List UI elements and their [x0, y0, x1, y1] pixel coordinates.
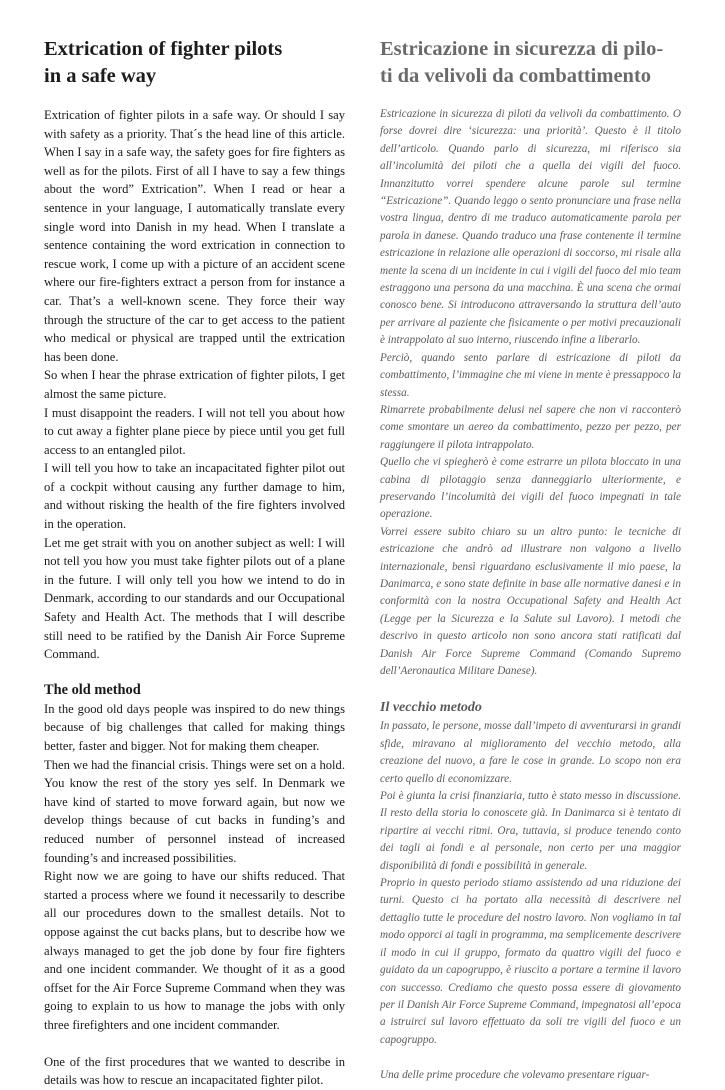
english-section-heading: The old method — [44, 681, 141, 698]
english-intro-paragraph-2: So when I hear the phrase extrication of fighter pilots, I get almost the same picture. — [44, 368, 345, 401]
italian-intro-paragraph-2: Perciò, quando sento parlare di estricazione di piloti da combattimento, l’immagine che mi viene in mente è pressappoco la stessa. — [380, 351, 681, 399]
english-title-line-1: Extrication of fighter pilots — [44, 38, 283, 60]
english-intro-paragraph-4: I will tell you how to take an incapacitated fighter pilot out of a cockpit without causing any further damage to him, and without risking the health of the fire fighters involved in the operation. — [44, 461, 345, 532]
english-section-paragraph-1: In the good old days people was inspired to do new things because of big challenges that called for making things better, faster and bigger. Not for making them cheaper. — [44, 701, 345, 753]
english-section-paragraph-3: Right now we are going to have our shifts reduced. That started a process where we found it necessarily to describe all our procedures down to the smallest details. Not to oppose against the cut backs plans, but to describe how we always managed to get the job done by four fire fighters and one incident commander. We thought of it as a good offset for the Air Force Supreme Command when they was going to explain to us how to manage the jobs with only three firefighters and one incident commander. — [44, 869, 345, 1032]
italian-intro-paragraph-3: Rimarrete probabilmente delusi nel sapere che non vi racconterò come smontare un aereo da combattimento, pezzo per pezzo, per raggiungere il pilota intrappolato. — [380, 403, 681, 451]
italian-title-line-2: ti da velivoli da combattimento — [380, 65, 652, 87]
italian-section-paragraph-1: In passato, le persone, mosse dall’impeto di avventurarsi in grandi sfide, miravano al miglioramento del vecchio metodo, alla creazione del nuovo, a fare le cose in grande. Lo scopo non era certo quello di economizzare. — [380, 720, 681, 785]
italian-section-paragraph-3: Proprio in questo periodo stiamo assistendo ad una riduzione dei turni. Questo ci ha portato alla necessità di descrivere nel dettaglio tutte le procedure del nostro lavoro. Non vogliamo in tal modo opporci ai tagli in programma, ma semplicemente descrivere il modo in cui il gruppo, formato da quattro vigili del fuoco e guidato da un capogruppo, è riuscito a portare a termine il lavoro con successo. Crediamo che questo possa essere di giovamento per il Danish Air Force Supreme Command, impegnatosi all’epoca a istruirci sul lavoro effettuato da soli tre vigili del fuoco e un capogruppo. — [380, 877, 681, 1046]
italian-intro-paragraph-1: Estricazione in sicurezza di piloti da velivoli da combattimento. O forse dovrei dire ‘sicurezza: una priorità’. Questo è il titolo dell’articolo. Quando parlo di sicurezza, mi riferisco sia all’incolumità dei piloti che a quella dei vigili del fuoco. Innanzitutto vorrei spendere alcune parole sul termine “Estricazione”. Quando leggo o sento pronunciare una frase nella vostra lingua, dentro di me traduco automaticamente parola per parola in danese. Quando traduco una frase contenente il termine estricazione in relazione alle operazioni di soccorso, mi risale alla mente la scena di un incidente in cui i vigili del fuoco del mio team estraggono una persona da una macchina. È una scena che ormai conosco bene. Si introducono attraversando la struttura dell’auto per arrivare al paziente che fisicamente o per motivi precauzionali è intrappolato al suo interno, riuscendo infine a liberarlo. — [380, 108, 681, 347]
italian-intro-paragraph-5: Vorrei essere subito chiaro su un altro punto: le tecniche di estricazione che andrò ad illustrare non valgono a livello internazionale, bensì riguardano esclusivamente il mio paese, la Danimarca, e sono state definite in base alle normative danesi e in conformità con la nostra Occupational Safety and Health Act (Legge per la Sicurezza e la Salute sul Lavoro). I metodi che descrivo in questo articolo non sono ancora stati ratificati dal Danish Air Force Supreme Command (Comando Supremo dell’Aeronautica Militare Danese). — [380, 525, 681, 677]
english-title — [44, 36, 345, 90]
italian-section-paragraph-2: Poi è giunta la crisi finanziaria, tutto è stato messo in discussione. Il resto della storia lo conoscete già. In Danimarca si è tentato di ripartire ai vecchi ritmi. Ora, tuttavia, si produce tenendo conto dei tagli ai fondi e al personale, non certo per una maggior disponibilità di fondi e possibilità in generale. — [380, 790, 681, 872]
english-closing-paragraph: One of the first procedures that we wanted to describe in details was how to rescue an incapacitated fighter pilot. — [44, 1054, 345, 1088]
english-intro-paragraph-1: Extrication of fighter pilots in a safe way. Or should I say with safety as a priority. That´s the head line of this article. When I say in a safe way, the safety goes for fire fighters as well as for the pilots. First of all I have to say a few things about the word” Extrication”. When I read or hear a sentence in your language, I automatically translate every single word into Danish in my head. When I translate a sentence containing the word extrication in connection to rescue work, I come up with a picture of an accident scene where our fire-fighters extract a person from for instance a car. That’s a well-known scene. They force their way through the structure of the car to get access to the patient who medical or physical are trapped until the extrication has been done. — [44, 108, 345, 364]
italian-section-heading: Il vecchio metodo — [380, 700, 482, 716]
italian-title — [380, 36, 681, 90]
english-section-paragraph-2: Then we had the financial crisis. Things were set on a hold. You know the rest of the story yes self. In Denmark we have kind of started to move forward again, but now we develop things because of cut backs in funding’s and reduced number of personnel instead of increased founding’s and increased possibilities. — [44, 757, 345, 865]
italian-title-line-1: Estricazione in sicurezza di pilo- — [380, 38, 664, 60]
english-intro-paragraph-3: I must disappoint the readers. I will not tell you about how to cut away a fighter plane piece by piece until you get full access to an entangled pilot. — [44, 405, 345, 457]
english-column — [44, 36, 345, 1090]
italian-closing-paragraph: Una delle prime procedure che volevamo presentare riguar- — [380, 1069, 650, 1082]
italian-column — [380, 36, 681, 1085]
english-intro-paragraph-5: Let me get strait with you on another subject as well: I will not tell you how you must take fighter pilots out of a plane in the future. I will only tell you how we intend to do in Denmark, according to our standards and our Occupational Safety and Health Act. The methods that I will describe still need to be ratified by the Danish Air Force Supreme Command. — [44, 535, 345, 662]
english-title-line-2: in a safe way — [44, 65, 157, 87]
italian-intro-paragraph-4: Quello che vi spiegherò è come estrarre un pilota bloccato in una cabina di pilotaggio senza danneggiarlo ulteriormente, e preservando l’incolumità dei vigili del fuoco impegnati in tale operazione. — [380, 456, 681, 521]
